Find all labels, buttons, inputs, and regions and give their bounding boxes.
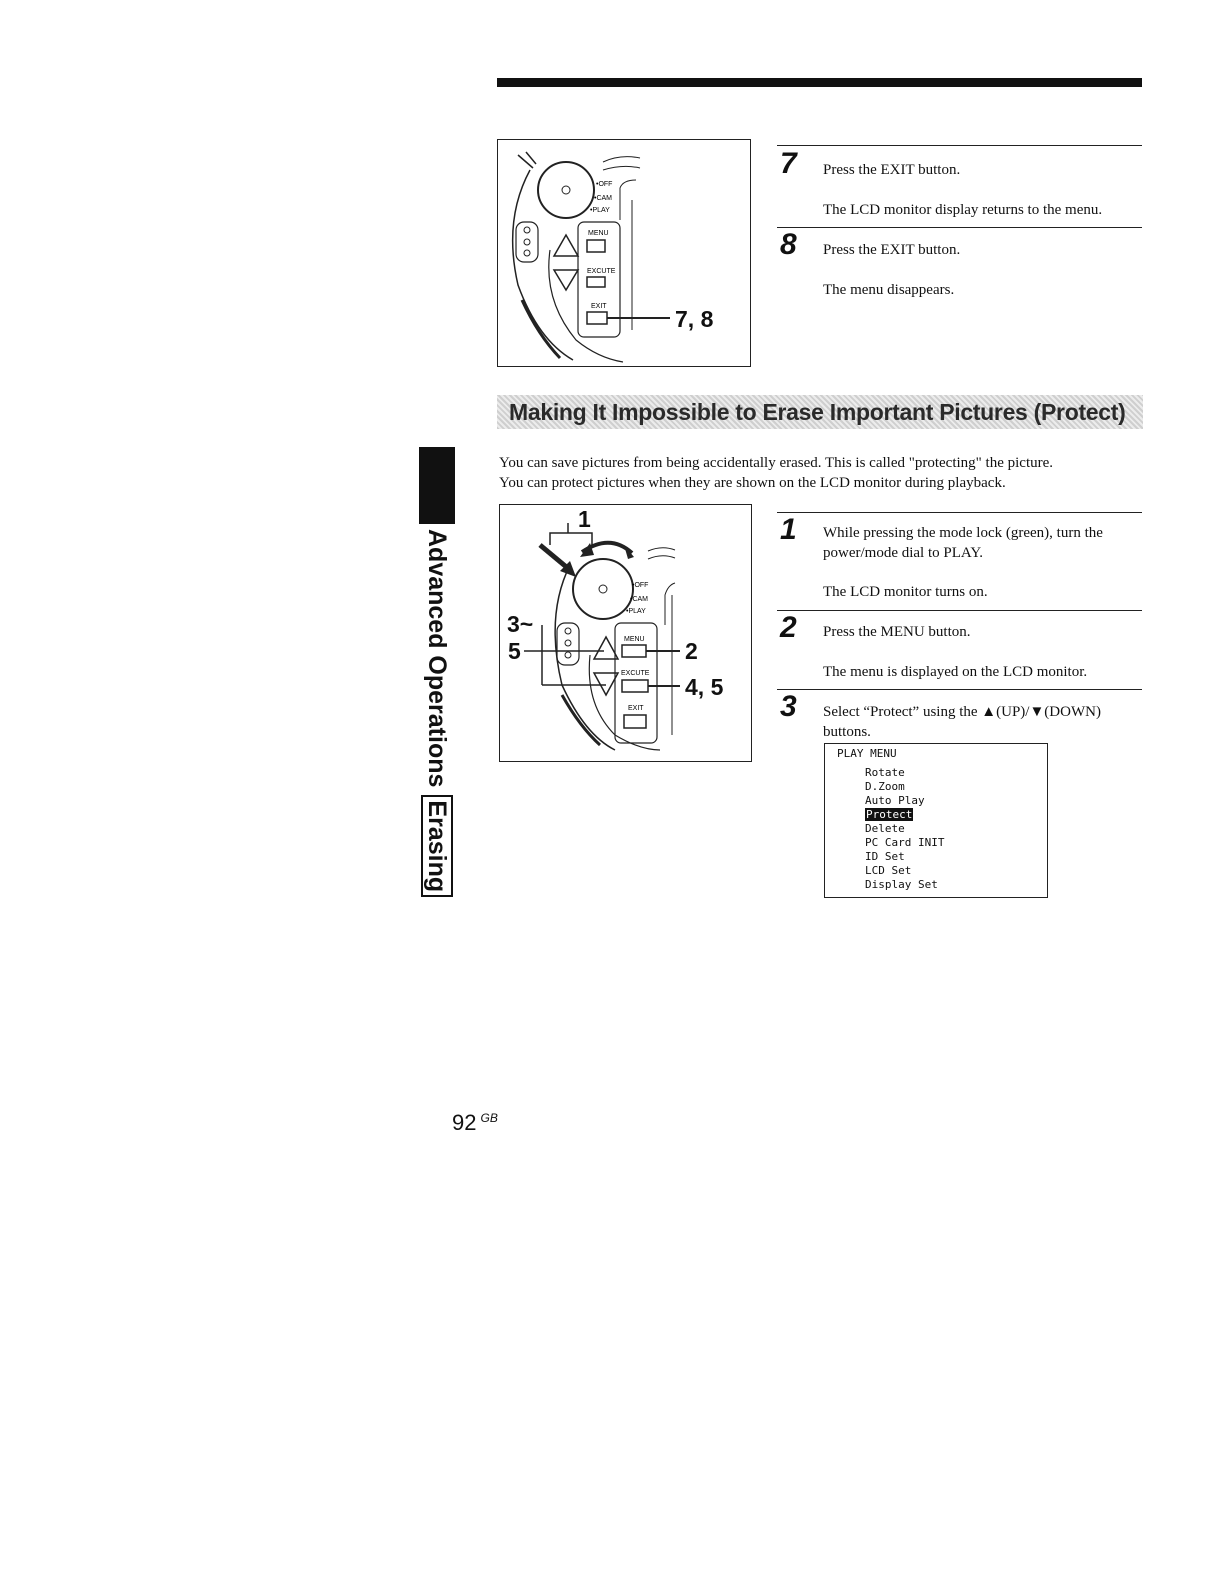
- up-arrow-icon: [554, 235, 578, 256]
- off-label: •OFF: [632, 582, 649, 589]
- play-menu-list: [865, 766, 944, 892]
- exit-label: EXIT: [628, 705, 644, 712]
- step-instruction: Press the EXIT button.: [823, 162, 961, 178]
- off-label: •OFF: [596, 181, 613, 188]
- step-divider: [777, 610, 1142, 611]
- menu-item: Delete: [865, 822, 905, 835]
- play-label: •PLAY: [590, 207, 610, 214]
- section-title: Making It Impossible to Erase Important Pictures (Protect): [509, 398, 1126, 425]
- camera-figure-exit: [497, 139, 751, 367]
- intro-line: You can save pictures from being accidentally erased. This is called "protecting" the picture.: [499, 455, 1054, 471]
- camera-illustration: [500, 505, 750, 760]
- menu-item: D.Zoom: [865, 780, 905, 793]
- callout-arrows: 3~: [507, 611, 534, 637]
- menu-label: MENU: [624, 636, 645, 643]
- play-menu-screen: [824, 743, 1048, 898]
- down-arrow-icon: [554, 270, 578, 290]
- callout-7-8: 7, 8: [675, 306, 714, 332]
- chapter-label: [419, 529, 455, 893]
- menu-item: LCD Set: [865, 864, 912, 877]
- page-number-value: 92: [452, 1110, 477, 1135]
- step-number: 3: [780, 690, 797, 723]
- step-instruction: Press the EXIT button.: [823, 242, 961, 258]
- step-divider: [777, 512, 1142, 513]
- menu-item: Auto Play: [865, 794, 925, 807]
- callout-arrows: 5: [508, 638, 521, 664]
- step-result: The menu is displayed on the LCD monitor.: [823, 664, 1088, 680]
- menu-label: MENU: [588, 230, 609, 237]
- chapter-title: Advanced Operations: [423, 529, 452, 788]
- topic-title: Erasing: [421, 795, 453, 897]
- step-divider: [777, 689, 1142, 690]
- header-rule: [497, 78, 1142, 87]
- step-number: 2: [780, 611, 797, 644]
- play-menu-title: PLAY MENU: [837, 747, 897, 760]
- play-label: •PLAY: [626, 608, 646, 615]
- step-divider: [777, 227, 1142, 228]
- step-instruction: While pressing the mode lock (green), turn the power/mode dial to PLAY.: [823, 525, 1103, 561]
- menu-item: PC Card INIT: [865, 836, 945, 849]
- step-divider: [777, 145, 1142, 146]
- intro-line: You can protect pictures when they are shown on the LCD monitor during playback.: [499, 475, 1006, 491]
- cam-label: •CAM: [630, 596, 649, 603]
- step-result: The LCD monitor display returns to the menu.: [823, 202, 1103, 218]
- step-number: 7: [780, 147, 797, 180]
- step-instruction: Press the MENU button.: [823, 624, 971, 640]
- chapter-tab: [419, 447, 455, 524]
- menu-item: ID Set: [865, 850, 905, 863]
- menu-item-selected: Protect: [866, 808, 913, 821]
- menu-item: Rotate: [865, 766, 905, 779]
- step-result: The menu disappears.: [823, 282, 955, 298]
- cam-label: •CAM: [594, 195, 613, 202]
- callout-menu: 2: [685, 638, 698, 664]
- step-number: 8: [780, 228, 797, 261]
- step-result: The LCD monitor turns on.: [823, 584, 988, 600]
- step-instruction: Select “Protect” using the ▲(UP)/▼(DOWN) buttons.: [823, 704, 1101, 740]
- execute-label: EXCUTE: [587, 268, 616, 275]
- menu-item: Display Set: [865, 878, 938, 891]
- page-number: [452, 1110, 498, 1136]
- execute-label: EXCUTE: [621, 670, 650, 677]
- section-banner: [497, 395, 1143, 429]
- page-language-suffix: GB: [480, 1110, 498, 1125]
- camera-figure-protect: [499, 504, 752, 762]
- callout-dial: 1: [578, 506, 591, 532]
- exit-label: EXIT: [591, 303, 607, 310]
- callout-execute: 4, 5: [685, 674, 724, 700]
- step-number: 1: [780, 513, 797, 546]
